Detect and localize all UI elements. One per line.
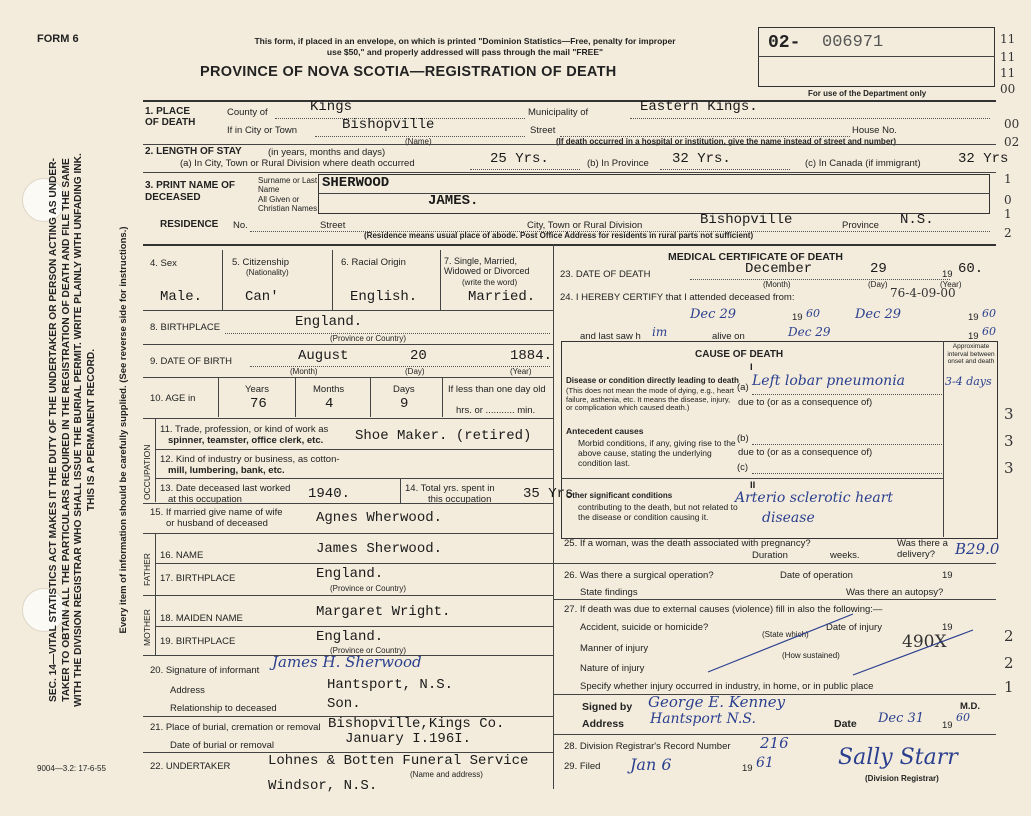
residence-label: RESIDENCE xyxy=(160,219,219,230)
sex-value: Male. xyxy=(160,289,203,305)
medical-certificate-heading: MEDICAL CERTIFICATE OF DEATH xyxy=(668,251,843,263)
side-footer: Every item of information should be carefully supplied. (See reverse side for instructions.) xyxy=(118,226,129,634)
section-3-label: 3. PRINT NAME OF DECEASED xyxy=(145,180,236,203)
right-code: 2 xyxy=(1004,627,1014,645)
filed-year: 61 xyxy=(756,755,774,771)
code-mark: 11 xyxy=(1000,50,1016,64)
racial-origin-value: English. xyxy=(350,289,418,305)
age-months-value: 4 xyxy=(325,396,334,412)
birthplace-value: England. xyxy=(295,314,363,330)
print-code: 9004—3.2: 17-6-55 xyxy=(37,764,106,773)
right-code: 1 xyxy=(1004,678,1014,696)
mother-maiden-value: Margaret Wright. xyxy=(316,604,451,620)
delivery-code: B29.0 xyxy=(955,540,1000,558)
code-mark: 1 xyxy=(1004,207,1012,221)
father-birthplace-value: England. xyxy=(316,566,384,582)
mother-label: MOTHER xyxy=(142,609,152,646)
filed-date: Jan 6 xyxy=(630,755,672,774)
informant-address-value: Hantsport, N.S. xyxy=(327,677,454,693)
code-mark: 1 xyxy=(1004,172,1012,186)
death-month-value: December xyxy=(745,261,813,277)
informant-signature: James H. Sherwood xyxy=(272,653,422,671)
attended-from: Dec 29 xyxy=(690,307,737,322)
code-mark: 00 xyxy=(1004,117,1020,131)
dob-year-value: 1884. xyxy=(510,348,553,364)
code-mark: 11 xyxy=(1000,32,1016,46)
code-mark: 02 xyxy=(1004,135,1020,149)
name-box xyxy=(318,174,990,214)
form-title: PROVINCE OF NOVA SCOTIA—REGISTRATION OF DEATH xyxy=(200,64,617,80)
sign-year: 60 xyxy=(956,711,970,724)
cause-code: 3 xyxy=(1004,432,1014,450)
attended-to: Dec 29 xyxy=(855,307,902,322)
reg-number: 006971 xyxy=(822,33,884,52)
cause-other-2: disease xyxy=(762,510,815,526)
stay-canada-value: 32 Yrs xyxy=(958,151,1009,167)
code-mark: 0 xyxy=(1004,193,1012,207)
code-mark: 11 xyxy=(1000,66,1016,80)
record-number: 216 xyxy=(760,734,789,752)
county-value: Kings xyxy=(310,99,353,115)
last-worked-value: 1940. xyxy=(308,486,351,502)
occupation-label: OCCUPATION xyxy=(142,444,152,500)
death-registration-form: SEC. 14—VITAL STATISTICS ACT MAKES IT THE DUTY OF THE UNDERTAKER OR PERSON ACTING AS UNDER-TAKER TO OBTAIN ALL THE PARTICULARS REQUIRED IN THE REGISTRATION OF DEATH AND FILE THE SAME WITH THE DIVISION REGISTRAR WHO SHALL ISSUE THE BURIAL PERMIT. WRITE PLAINLY WITH UNFADING INK. THIS IS A PERMANENT RECORD. Every item of information should be carefully supplied. (See reverse side for instructions.) FORM 6 This form, if placed in an envelope, on which is printed "Dominion Statistics—Free, penalty for improper use $50," and properly addressed will pass through the mail "FREE" PROVINCE OF NOVA SCOTIA—REGISTRATION OF DEATH 02- 006971 For use of the Department only 11 11 11 00 00 02 1 0 1 2 1. PLACE OF DEATH County of Kings Municipality of Eastern Kings. If in City or Town Bishopville (Name) Street House No. (If death occurred in a hospital or institution, give the name instead of street and number) 2. LENGTH OF STAY (in years, months and days) (a) In City, Town or Rural Division where death occurred 25 Yrs. (b) In Province 32 Yrs. (c) In Canada (if immigrant) 32 Yrs 3. PRINT NAME OF DECEASED Surname or Last Name All Given or Christian Names SHERWOOD JAMES. RESIDENCE No. Street City, Town or Rural Division Bishopville Province N.S. (Residence means usual place of abode. Post Office Address for residents in rural parts not sufficient) 4. Sex 5. Citizenship (Nationality) 6. Racial Origin 7. Single, Married, Widowed or Divorced (write the word) Male. Can' English. Married. 8. BIRTHPLACE England. (Province or Country) 9. DATE OF BIRTH August 20 1884. (Month) (Day) (Year) 10. AGE in Years Months Days 76 4 9 If less than one day old hrs. or ........... min. OCCUPATION 11. Trade, profession, or kind of work as spinner, teamster, office clerk, etc. Shoe Maker. (retired) 12. Kind of industry or business, as cotton- mill, lumbering, bank, etc. 13. Date deceased last worked at this occupation 1940. 14. Total yrs. spent in this occupation 35 Yrs 15. If married give name of wife or husband of deceased Agnes Wherwood. FATHER 16. NAME James Sherwood. 17. BIRTHPLACE England. (Province or Country) MOTHER 18. MAIDEN NAME Margaret Wright. 19. BIRTHPLACE England. (Province or Country) 20. Signature of informant James H. Sherwood Address Hantsport, N.S. Relationship to deceased Son. 21. Place of burial, cremation or removal Bishopville,Kings Co. Date of burial or removal January I.196I. 22. UNDERTAKER Lohnes & Botten Funeral Service (Name and address) Windsor, N.S. 9004—3.2: 17-6-55 MEDICAL CERTIFICATE OF DEATH 23. DATE OF DEATH December 29 19 60. (Month) (Day) (Year) 24. I HEREBY CERTIFY that I attended deceased from: 76-4-09-00 Dec 29 19 60 Dec 29 19 60 and last saw h im alive on Dec 29 19 60 CAUSE OF DEATH Approximate interval between onset and death I Disease or condition directly leading to death (This does not mean the mode of dying, e.g., heart failure, asthenia, etc. It means the disease, injury, or complication which caused death.) (a) Left lobar pneumonia 3-4 days due to (or as a consequence of) Antecedent causes Morbid conditions, if any, giving rise to the above cause, stating the underlying condition last. (b) due to (or as a consequence of) (c) II Other significant conditions contributing to the death, but not related to the disease or condition causing it. Arterio sclerotic heart disease 3 3 3 25. If a woman, was the death associated with pregnancy? Duration weeks. Was there a delivery? B29.0 26. Was there a surgical operation? Date of operation 19 State findings Was there an autopsy? 27. If death was due to external causes (violence) fill in also the following:— Accident, suicide or homicide? (State which) Date of injury 19 Manner of injury 490X 2 (How sustained) Nature of injury 2 Specify whether injury occurred in industry, in home, or in public place 1 Signed by George E. Kenney M.D. Address Hantsport N.S. Date Dec 31 19 60 28. Division Registrar's Record Number 216 29. Filed Jan 6 19 61 Sally Starr (Division Registrar) xyxy=(0,0,1031,816)
father-label: FATHER xyxy=(142,553,152,586)
residence-province-value: N.S. xyxy=(900,212,934,228)
form-number: FORM 6 xyxy=(37,33,79,45)
cause-of-death-heading: CAUSE OF DEATH xyxy=(695,349,784,360)
trade-value: Shoe Maker. (retired) xyxy=(355,428,532,444)
cause-code: 3 xyxy=(1004,459,1014,477)
dob-month-value: August xyxy=(298,348,349,364)
side-notice: SEC. 14—VITAL STATISTICS ACT MAKES IT THE DUTY OF THE UNDERTAKER OR PERSON ACTING AS UNDER-TAKER TO OBTAIN ALL THE PARTICULARS REQUIRED IN THE REGISTRATION OF DEATH AND FILE THE SAME WITH THE DIVISION REGISTRAR WHO SHALL ISSUE THE BURIAL PERMIT. WRITE PLAINLY WITH UNFADING INK. THIS IS A PERMANENT RECORD. xyxy=(48,153,97,707)
burial-date-value: January I.196I. xyxy=(345,731,472,747)
reg-prefix: 02- xyxy=(768,33,801,53)
attended-from-year: 60 xyxy=(806,307,820,320)
relationship-value: Son. xyxy=(327,696,361,712)
cause-other-1: Arterio sclerotic heart xyxy=(735,490,894,506)
alive-on-year: 60 xyxy=(982,325,996,338)
alive-on-date: Dec 29 xyxy=(788,325,831,339)
residence-city-value: Bishopville xyxy=(700,212,793,228)
sign-date: Dec 31 xyxy=(878,711,925,726)
given-names-value: JAMES. xyxy=(428,193,479,209)
age-days-value: 9 xyxy=(400,396,409,412)
mother-birthplace-value: England. xyxy=(316,629,384,645)
interval-a-value: 3-4 days xyxy=(945,375,992,388)
marital-status-value: Married. xyxy=(468,289,536,305)
envelope-note-1: This form, if placed in an envelope, on which is printed "Dominion Statistics—Free, penalty for improper xyxy=(254,36,676,46)
coded-date: 76-4-09-00 xyxy=(890,286,956,300)
city-town-value: Bishopville xyxy=(342,117,435,133)
right-code: 2 xyxy=(1004,654,1014,672)
citizenship-value: Can' xyxy=(245,289,279,305)
surname-value: SHERWOOD xyxy=(322,175,390,191)
burial-place-value: Bishopville,Kings Co. xyxy=(328,716,505,732)
code-mark: 00 xyxy=(1000,82,1016,96)
injury-code: 490X xyxy=(902,632,947,652)
doctor-address: Hantsport N.S. xyxy=(650,711,756,727)
section-1-label: 1. PLACE OF DEATH xyxy=(145,106,196,128)
undertaker-value: Lohnes & Botten Funeral Service xyxy=(268,753,529,769)
last-saw-pronoun: im xyxy=(652,325,668,339)
stay-city-value: 25 Yrs. xyxy=(490,151,549,167)
dept-note: For use of the Department only xyxy=(808,89,927,98)
dob-day-value: 20 xyxy=(410,348,427,364)
death-day-value: 29 xyxy=(870,261,887,277)
father-name-value: James Sherwood. xyxy=(316,541,443,557)
cause-a-value: Left lobar pneumonia xyxy=(752,373,906,389)
registrar-signature: Sally Starr xyxy=(838,745,958,770)
spouse-value: Agnes Wherwood. xyxy=(316,510,443,526)
undertaker-address-value: Windsor, N.S. xyxy=(268,778,378,794)
death-year-value: 60. xyxy=(958,261,984,277)
section-2-label: 2. LENGTH OF STAY xyxy=(145,146,242,157)
municipality-value: Eastern Kings. xyxy=(640,99,758,115)
stay-province-value: 32 Yrs. xyxy=(672,151,731,167)
attended-to-year: 60 xyxy=(982,307,996,320)
age-years-value: 76 xyxy=(250,396,267,412)
doctor-signature: George E. Kenney xyxy=(648,693,786,711)
code-mark: 2 xyxy=(1004,226,1012,240)
envelope-note-2: use $50," and properly addressed will pass through the mail "FREE" xyxy=(326,47,604,57)
total-years-value: 35 Yrs xyxy=(523,486,574,502)
cause-code: 3 xyxy=(1004,405,1014,423)
